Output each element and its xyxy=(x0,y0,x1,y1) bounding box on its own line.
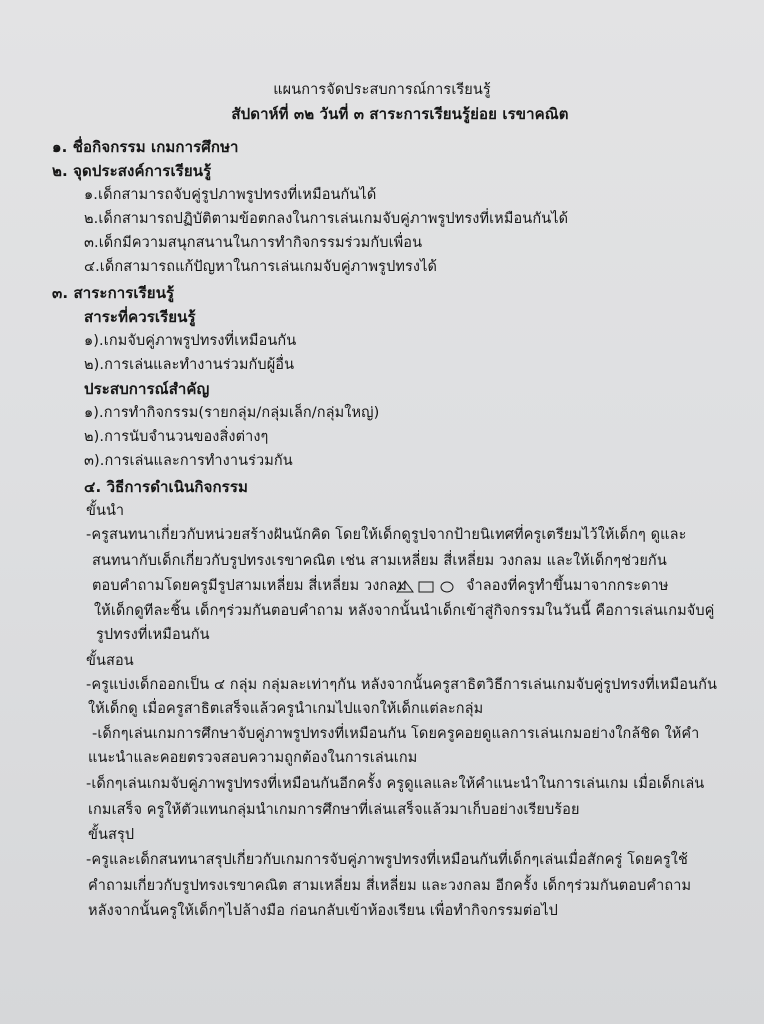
step-teach-heading: ขั้นสอน xyxy=(86,653,134,669)
procedure-line: แนะนำและคอยตรวจสอบความถูกต้องในการเล่นเกม xyxy=(88,750,418,766)
objective-item: ๔.เด็กสามารถแก้ปัญหาในการเล่นเกมจับคู่ภาพรูปทรงได้ xyxy=(84,259,438,275)
procedure-line: สนทนากับเด็กเกี่ยวกับรูปทรงเรขาคณิต เช่น สามเหลี่ยม สี่เหลี่ยม วงกลม และให้เด็กๆช่วยกัน xyxy=(92,553,667,569)
key-experience-item: ๒).การนับจำนวนของสิ่งต่างๆ xyxy=(84,429,269,445)
procedure-line: ตอบคำถามโดยครูมีรูปสามเหลี่ยม สี่เหลี่ยม วงกลม xyxy=(92,578,407,594)
section-4-heading: ๔. วิธีการดำเนินกิจกรรม xyxy=(84,478,248,496)
step-intro-heading: ขั้นนำ xyxy=(86,503,125,519)
procedure-line: -ครูสนทนาเกี่ยวกับหน่วยสร้างฝันนักคิด โดยให้เด็กดูรูปจากป้ายนิเทศที่ครูเตรียมไว้ให้เด็กๆ ดูและ xyxy=(86,527,687,543)
learning-content-item: ๑).เกมจับคู่ภาพรูปทรงที่เหมือนกัน xyxy=(84,333,297,349)
learning-content-item: ๒).การเล่นและทำงานร่วมกับผู้อื่น xyxy=(84,357,295,373)
procedure-line: -เด็กๆเล่นเกมจับคู่ภาพรูปทรงที่เหมือนกันอีกครั้ง ครูดูแลและให้คำแนะนำในการเล่นเกม เมื่อเด็กเล่น xyxy=(86,776,705,792)
objective-item: ๒.เด็กสามารถปฏิบัติตามข้อตกลงในการเล่นเกมจับคู่ภาพรูปทรงที่เหมือนกันได้ xyxy=(84,211,569,227)
key-experience-item: ๑).การทำกิจกรรม(รายกลุ่ม/กลุ่มเล็ก/กลุ่มใหญ่) xyxy=(84,405,380,421)
section-3-heading: ๓. สาระการเรียนรู้ xyxy=(52,284,175,302)
circle-icon xyxy=(441,582,453,592)
document-subtitle: สัปดาห์ที่ ๓๒ วันที่ ๓ สาระการเรียนรู้ย่อย เรขาคณิต xyxy=(231,105,569,123)
procedure-line: รูปทรงที่เหมือนกัน xyxy=(96,627,210,643)
procedure-line: -ครูและเด็กสนทนาสรุปเกี่ยวกับเกมการจับคู่ภาพรูปทรงที่เหมือนกันที่เด็กๆเล่นเมื่อสักครู่ โดยครูใช้ xyxy=(86,852,688,868)
section-2-heading: ๒. จุดประสงค์การเรียนรู้ xyxy=(52,162,212,180)
procedure-line: -เด็กๆเล่นเกมการศึกษาจับคู่ภาพรูปทรงที่เหมือนกัน โดยครูคอยดูแลการเล่นเกมอย่างใกล้ชิด ให้คำ xyxy=(92,726,700,742)
procedure-line: คำถามเกี่ยวกับรูปทรงเรขาคณิต สามเหลี่ยม สี่เหลี่ยม และวงกลม อีกครั้ง เด็กๆร่วมกันตอบคำถาม xyxy=(88,878,692,894)
learning-content-heading: สาระที่ควรเรียนรู้ xyxy=(84,308,196,326)
procedure-line: หลังจากนั้นครูให้เด็กๆไปล้างมือ ก่อนกลับเข้าห้องเรียน เพื่อทำกิจกรรมต่อไป xyxy=(88,903,558,919)
step-summary-heading: ขั้นสรุป xyxy=(88,827,135,843)
procedure-line: จำลองที่ครูทำขึ้นมาจากกระดาษ xyxy=(466,578,669,594)
procedure-line: ให้เด็กดูทีละชิ้น เด็กๆร่วมกันตอบคำถาม หลังจากนั้นนำเด็กเข้าสู่กิจกรรมในวันนี้ คือการเล่นเกมจับคู่ xyxy=(94,603,715,619)
key-experience-heading: ประสบการณ์สำคัญ xyxy=(84,380,210,398)
triangle-icon xyxy=(397,581,413,592)
shapes-icon xyxy=(395,576,459,596)
document-title: แผนการจัดประสบการณ์การเรียนรู้ xyxy=(273,82,491,98)
procedure-line: ให้เด็กดู เมื่อครูสาธิตเสร็จแล้วครูนำเกมไปแจกให้เด็กแต่ละกลุ่ม xyxy=(88,701,484,717)
procedure-line: -ครูแบ่งเด็กออกเป็น ๔ กลุ่ม กลุ่มละเท่าๆกัน หลังจากนั้นครูสาธิตวิธีการเล่นเกมจับคู่รูปทรงที่เหมือนกัน xyxy=(86,677,717,693)
objective-item: ๓.เด็กมีความสนุกสนานในการทำกิจกรรมร่วมกับเพื่อน xyxy=(84,235,423,251)
section-1-activity-name: ๑. ชื่อกิจกรรม เกมการศึกษา xyxy=(52,138,239,156)
key-experience-item: ๓).การเล่นและการทำงานร่วมกัน xyxy=(84,453,293,469)
square-icon xyxy=(419,582,433,592)
procedure-line: เกมเสร็จ ครูให้ตัวแทนกลุ่มนำเกมการศึกษาที่เล่นเสร็จแล้วมาเก็บอย่างเรียบร้อย xyxy=(88,802,580,818)
objective-item: ๑.เด็กสามารถจับคู่รูปภาพรูปทรงที่เหมือนกันได้ xyxy=(84,187,377,203)
